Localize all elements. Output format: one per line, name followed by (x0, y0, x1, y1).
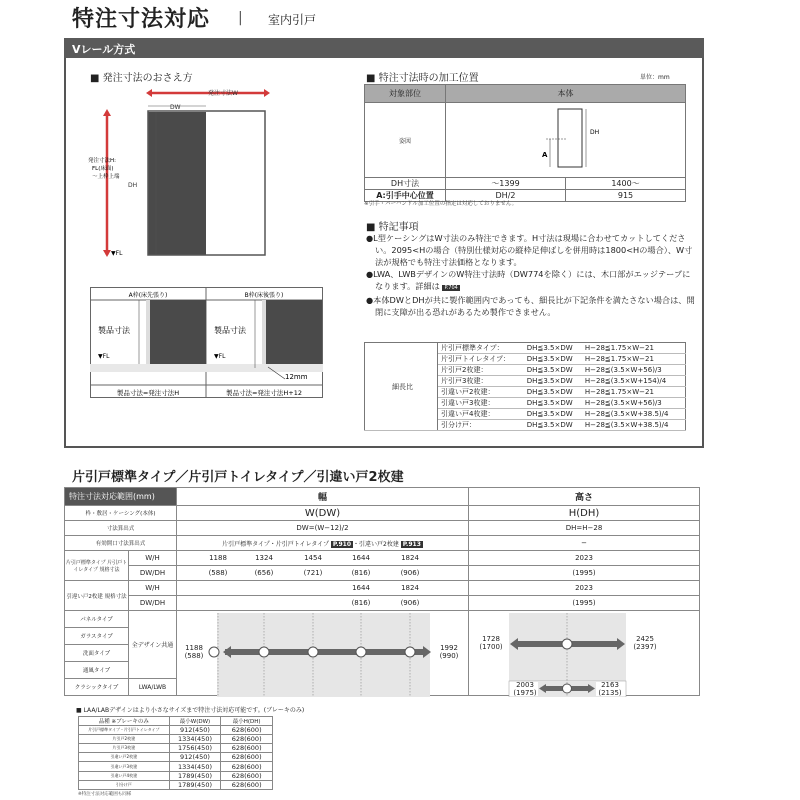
svg-text:2163: 2163 (601, 681, 619, 689)
laa-row: 引違い戸3枚建 1334(450) 628(600) (79, 762, 273, 771)
size-value: 1454 (304, 554, 322, 562)
svg-text:(990): (990) (439, 652, 459, 660)
svg-text:～上枠上端: ～上枠上端 (92, 174, 120, 180)
svg-text:▼FL: ▼FL (98, 353, 110, 360)
order-dims-heading: ■ 発注寸法のおさえ方 (90, 69, 193, 84)
svg-text:(588): (588) (184, 652, 204, 660)
svg-text:▼FL: ▼FL (214, 353, 226, 360)
svg-text:2003: 2003 (516, 681, 534, 689)
svg-text:製品寸法=発注寸法H+12: 製品寸法=発注寸法H+12 (225, 389, 303, 397)
svg-text:製品寸法: 製品寸法 (214, 326, 246, 335)
range-chart (177, 613, 699, 697)
size-value: (721) (303, 569, 323, 577)
ratio-row: 片引戸トイレタイプ： DH≦3.5×DW H−28≦1.75×W−21 (365, 354, 686, 365)
ratio-row: 片引戸2枚建： DH≦3.5×DW H−28≦(3.5×W+56)/3 (365, 365, 686, 376)
size-point (356, 647, 366, 657)
svg-text:発注寸法H:: 発注寸法H: (88, 158, 116, 164)
size-point (405, 647, 415, 657)
processing-note: ※引手・バーハンドル加工位置の指定は対応しておりません。 (364, 201, 518, 207)
svg-text:A: A (541, 151, 547, 159)
w-label: 発注寸法W (208, 90, 238, 97)
ratio-table (364, 342, 686, 431)
size-value: (906) (400, 599, 420, 607)
range-section-title: 片引戸標準タイプ／片引戸トイレタイプ／引違い戸2枚建 (72, 470, 404, 485)
svg-text:▼FL: ▼FL (111, 250, 123, 257)
size-point (308, 647, 318, 657)
processing-heading: ■ 特注寸法時の加工位置 (366, 69, 479, 84)
svg-text:A枠(床先張り): A枠(床先張り) (128, 292, 168, 299)
size-value: 1824 (401, 554, 419, 562)
title-separator: | (238, 10, 243, 26)
svg-text:製品寸法=発注寸法H: 製品寸法=発注寸法H (116, 389, 180, 397)
page-title: 特注寸法対応 (72, 7, 211, 32)
unit-label: 単位：mm (640, 74, 670, 81)
size-value: (816) (351, 599, 371, 607)
size-point (209, 647, 219, 657)
size-value: (656) (254, 569, 274, 577)
svg-text:(1700): (1700) (479, 643, 503, 651)
svg-text:DH: DH (589, 129, 599, 136)
svg-text:12mm: 12mm (285, 373, 308, 381)
size-value: (816) (351, 569, 371, 577)
ratio-row: 細長比 片引戸標準タイプ： DH≦3.5×DW H−28≦1.75×W−21 (365, 343, 686, 354)
width-range-arrow (225, 649, 425, 655)
laa-note: ※特注寸法対応範囲も同様 (78, 792, 132, 797)
laa-row: 片引戸2枚建 1334(450) 628(600) (79, 735, 273, 744)
processing-table: 対象部位 本体 姿図 DH A DH寸法 ～1399 1400～ A:引手中心位置 DH/2 915 (364, 84, 686, 202)
order-dims-diagram (80, 85, 280, 265)
laa-table: 品種 ※ブレーキのみ 最小W(DW) 最小H(DH) 片引戸標準タイプ・片引戸トイレタイプ 912(450) 628(600) 片引戸2枚建 1334(450) 628(600) 片引戸3枚建 1756(450) 628(600) 引違い戸2枚建 912(450) 628(600) 引違い戸3枚建 1334(450) 628(600) 引違い戸4枚建 1789(450) 628(600) 引分け戸 1789(450) 628(600) (78, 716, 273, 790)
laa-row: 引違い戸4枚建 1789(450) 628(600) (79, 771, 273, 780)
size-value: (906) (400, 569, 420, 577)
laa-row: 片引戸3枚建 1756(450) 628(600) (79, 744, 273, 753)
svg-text:2425: 2425 (636, 635, 654, 643)
svg-text:FL(床面): FL(床面) (92, 166, 114, 172)
height-point (562, 639, 572, 649)
svg-text:B枠(床後張り): B枠(床後張り) (244, 292, 284, 299)
svg-text:DH: DH (128, 182, 138, 189)
size-value: 1824 (401, 584, 419, 592)
ref-p910[interactable]: P.910 (332, 540, 352, 548)
height-point-lw (563, 684, 572, 693)
ratio-row: 引違い戸4枚建： DH≦3.5×DW H−28≦(3.5×W+38.5)/4 (365, 409, 686, 420)
ratio-row: 片引戸3枚建： DH≦3.5×DW H−28≦(3.5×W+154)/4 (365, 376, 686, 387)
frame-detail-diagram (90, 287, 324, 399)
size-value: 1324 (255, 554, 273, 562)
remarks-list: ●L型ケーシングはW寸法のみ特注できます。H寸法は現場に合わせてカットしてください。2095<Hの場合（特別仕様対応の縦枠足伸ばしを併用時は1800<Hの場合）、W寸法が規格でも特注寸法価格となります。 ●LWA、LWBデザインのW特注寸法時（DW774を除く）には、木口部がエッジテープになります。詳細は P.704 ●本体DWとDHが共に製作範囲内であっても、細長比が下記条件を満たさない場合は、開閉に支障が出る恐れがあるため製作できません。 (366, 233, 695, 317)
page-subtitle: 室内引戸 (268, 13, 317, 27)
svg-text:1992: 1992 (440, 644, 458, 652)
laa-row: 引分け戸 1789(450) 628(600) (79, 780, 273, 789)
ratio-row: 引違い戸3枚建： DH≦3.5×DW H−28≦(3.5×W+56)/3 (365, 398, 686, 409)
door-panel (148, 112, 206, 255)
page-ref-badge[interactable]: P.704 (444, 285, 458, 291)
svg-text:1188: 1188 (185, 644, 203, 652)
ref-p913[interactable]: P.913 (402, 540, 421, 548)
svg-text:1728: 1728 (482, 635, 500, 643)
svg-text:(2135): (2135) (598, 689, 622, 697)
size-value: (588) (208, 569, 228, 577)
laa-row: 引違い戸2枚建 912(450) 628(600) (79, 753, 273, 762)
size-value: 1188 (209, 554, 227, 562)
size-value: 1644 (352, 584, 370, 592)
svg-text:DW: DW (170, 104, 181, 111)
size-value: 1644 (352, 554, 370, 562)
ratio-row: 引違い戸2枚建： DH≦3.5×DW H−28≦1.75×W−21 (365, 387, 686, 398)
range-table: 特注寸法対応範囲(mm) 幅 高さ 枠・敷居・ケーシング(本体) W(DW) H(DH) 寸法算出式 DW=(W−12)/2 DH=H−28 有効開口寸法算出式 片引戸標準タイプ・片引戸トイレタイプ P.910 ・引違い戸2枚建 P.913 − 片引戸標準タイプ 片引戸トイレタイプ 規格寸法 W/H 1188 1324 1454 1644 1824 2023 DW/DH (588) (656) (721) (816) (906) (1995) 引違い戸2枚建 規格寸法 W/H 1644 1824 2023 DW/DH (816) (906) (1995) パネルタイプ 全デザイン共通 ガラスタイプ 洗面タイプ 通風タイプ クラシックタイプ LWA/LWB (64, 487, 700, 696)
svg-text:(2397): (2397) (633, 643, 657, 651)
svg-text:(1975): (1975) (513, 689, 537, 697)
laa-heading: ■ LAA/LABデザインはより小さなサイズまで特注寸法対応可能です。(ブレーキのみ) (76, 705, 304, 714)
door-figure (506, 104, 626, 174)
ratio-row: 引分け戸： DH≦3.5×DW H−28≦(3.5×W+38.5)/4 (365, 420, 686, 431)
remarks-heading: ■ 特記事項 (366, 218, 419, 233)
svg-text:製品寸法: 製品寸法 (98, 326, 130, 335)
size-point (259, 647, 269, 657)
section-bar: Vレール方式 (64, 38, 704, 58)
laa-row: 片引戸標準タイプ・片引戸トイレタイプ 912(450) 628(600) (79, 726, 273, 735)
